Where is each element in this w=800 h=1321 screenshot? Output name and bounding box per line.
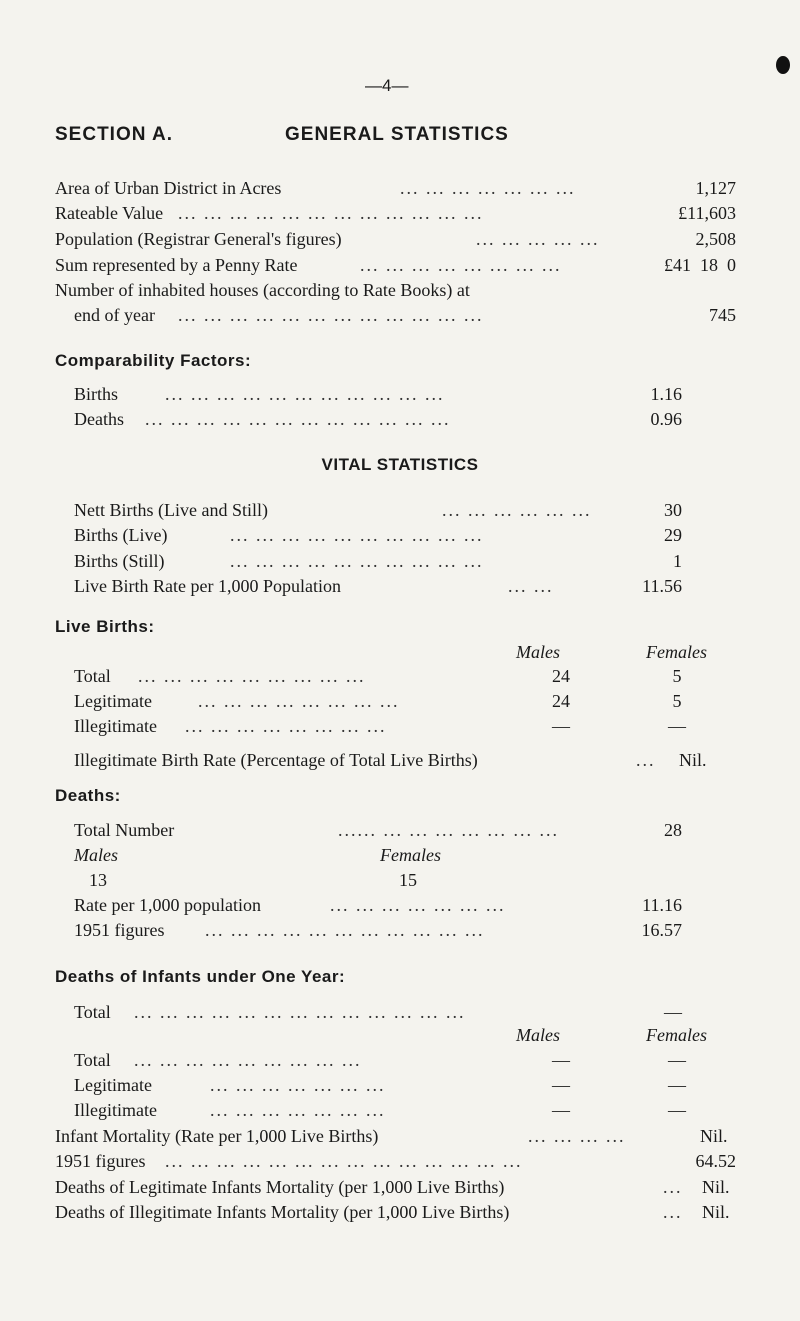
legit-infant-mortality-value: Nil. [702, 1177, 730, 1197]
live-births-label: Births (Live) [74, 525, 168, 545]
leader-dots: ... ... ... ... ... ... ... ... [185, 716, 387, 736]
deaths-males-value: 13 [89, 870, 107, 890]
population-label: Population (Registrar General's figures) [55, 229, 342, 249]
live-births-total-males: 24 [552, 666, 570, 686]
houses-value: 745 [709, 305, 736, 325]
population-value: 2,508 [695, 229, 736, 249]
infant-row-illegitimate-males: — [552, 1100, 570, 1120]
infant-col-males: Males [516, 1025, 560, 1045]
deaths-heading: Deaths: [55, 786, 121, 805]
rateable-value-label: Rateable Value [55, 203, 164, 223]
page-number: —4— [365, 76, 409, 95]
infant-row-legitimate-males: — [552, 1075, 570, 1095]
leader-dots: ... ... ... ... ... ... ... ... ... ... ... ... [178, 305, 484, 325]
comparability-births-value: 1.16 [650, 384, 682, 404]
infant-1951-label: 1951 figures [55, 1151, 146, 1171]
leader-dots: ... ... ... ... ... ... ... [210, 1075, 386, 1095]
still-births-value: 1 [673, 551, 682, 571]
live-births-heading: Live Births: [55, 617, 155, 636]
leader-dots: ... ... ... ... ... ... ... ... ... [134, 1050, 362, 1070]
infant-col-females: Females [646, 1025, 707, 1045]
illegitimate-birth-rate-value: Nil. [679, 750, 707, 770]
deaths-total-value: 28 [664, 820, 682, 840]
leader-dots: ... ... ... ... ... ... ... ... ... ... ... ... [178, 203, 484, 223]
infant-row-legitimate-label: Legitimate [74, 1075, 152, 1095]
leader-dots: ... ... ... ... ... ... ... ... ... ... ... [205, 920, 485, 940]
infant-mortality-value: Nil. [700, 1126, 728, 1146]
live-births-illegitimate-label: Illegitimate [74, 716, 157, 736]
leader-dots: ... [636, 750, 656, 770]
live-birth-rate-label: Live Birth Rate per 1,000 Population [74, 576, 341, 596]
still-births-label: Births (Still) [74, 551, 165, 571]
infant-mortality-label: Infant Mortality (Rate per 1,000 Live Births) [55, 1126, 379, 1146]
leader-dots: ... ... ... ... ... ... ... ... ... ... ... ... ... ... [165, 1151, 523, 1171]
illegit-infant-mortality-label: Deaths of Illegitimate Infants Mortality (per 1,000 Live Births) [55, 1202, 510, 1222]
houses-label: Number of inhabited houses (according to Rate Books) at [55, 280, 470, 300]
illegitimate-birth-rate-label: Illegitimate Birth Rate (Percentage of Total Live Births) [74, 750, 478, 770]
comparability-heading: Comparability Factors: [55, 351, 252, 370]
deaths-1951-label: 1951 figures [74, 920, 165, 940]
live-births-value: 29 [664, 525, 682, 545]
leader-dots: ... [663, 1202, 683, 1222]
leader-dots: ... ... ... ... ... ... ... [400, 178, 576, 198]
leader-dots: ...... ... ... ... ... ... ... ... [338, 820, 559, 840]
leader-dots: ... ... [508, 576, 554, 596]
leader-dots: ... ... ... ... ... ... ... ... [360, 255, 562, 275]
leader-dots: ... ... ... ... ... ... [442, 500, 592, 520]
binding-hole-mark [776, 56, 790, 74]
nett-births-label: Nett Births (Live and Still) [74, 500, 268, 520]
leader-dots: ... ... ... ... ... ... ... [210, 1100, 386, 1120]
deaths-col-females: Females [380, 845, 441, 865]
houses-label-cont: end of year [74, 305, 155, 325]
deaths-rate-value: 11.16 [642, 895, 682, 915]
comparability-deaths-value: 0.96 [650, 409, 682, 429]
leader-dots: ... ... ... ... ... ... ... ... [198, 691, 400, 711]
area-label: Area of Urban District in Acres [55, 178, 282, 198]
comparability-deaths-label: Deaths [74, 409, 124, 429]
live-births-legitimate-females: 5 [672, 691, 682, 711]
live-births-total-females: 5 [672, 666, 682, 686]
infant-row-total-females: — [668, 1050, 686, 1070]
live-births-col-males: Males [516, 642, 560, 662]
deaths-col-males: Males [74, 845, 118, 865]
live-births-illegitimate-males: — [552, 716, 570, 736]
rateable-value-value: £11,603 [678, 203, 736, 223]
infant-row-total-males: — [552, 1050, 570, 1070]
vital-statistics-heading: VITAL STATISTICS [321, 455, 479, 474]
section-label: SECTION A. [55, 124, 174, 145]
leader-dots: ... ... ... ... ... ... ... [330, 895, 506, 915]
live-birth-rate-value: 11.56 [642, 576, 682, 596]
infant-total-value: — [664, 1002, 682, 1022]
penny-rate-value: £41 18 0 [664, 255, 736, 275]
live-births-legitimate-label: Legitimate [74, 691, 152, 711]
infant-row-illegitimate-label: Illegitimate [74, 1100, 157, 1120]
live-births-legitimate-males: 24 [552, 691, 570, 711]
live-births-illegitimate-females: — [668, 716, 686, 736]
penny-rate-label: Sum represented by a Penny Rate [55, 255, 298, 275]
area-value: 1,127 [695, 178, 736, 198]
deaths-1951-value: 16.57 [641, 920, 682, 940]
section-title: GENERAL STATISTICS [285, 124, 509, 145]
illegit-infant-mortality-value: Nil. [702, 1202, 730, 1222]
infant-deaths-heading: Deaths of Infants under One Year: [55, 967, 346, 986]
deaths-rate-label: Rate per 1,000 population [74, 895, 261, 915]
leader-dots: ... ... ... ... ... ... ... ... ... ... ... ... ... [134, 1002, 466, 1022]
comparability-births-label: Births [74, 384, 119, 404]
infant-row-illegitimate-females: — [668, 1100, 686, 1120]
leader-dots: ... [663, 1177, 683, 1197]
infant-1951-value: 64.52 [695, 1151, 736, 1171]
leader-dots: ... ... ... ... [528, 1126, 626, 1146]
infant-total-label: Total [74, 1002, 111, 1022]
legit-infant-mortality-label: Deaths of Legitimate Infants Mortality (per 1,000 Live Births) [55, 1177, 505, 1197]
leader-dots: ... ... ... ... ... ... ... ... ... ... ... [165, 384, 445, 404]
leader-dots: ... ... ... ... ... ... ... ... ... ... [230, 551, 484, 571]
deaths-total-label: Total Number [74, 820, 175, 840]
nett-births-value: 30 [664, 500, 682, 520]
leader-dots: ... ... ... ... ... ... ... ... ... ... [230, 525, 484, 545]
live-births-total-label: Total [74, 666, 111, 686]
leader-dots: ... ... ... ... ... [476, 229, 600, 249]
live-births-col-females: Females [646, 642, 707, 662]
leader-dots: ... ... ... ... ... ... ... ... ... [138, 666, 366, 686]
leader-dots: ... ... ... ... ... ... ... ... ... ... ... ... [145, 409, 451, 429]
infant-row-legitimate-females: — [668, 1075, 686, 1095]
infant-row-total-label: Total [74, 1050, 111, 1070]
deaths-females-value: 15 [399, 870, 417, 890]
